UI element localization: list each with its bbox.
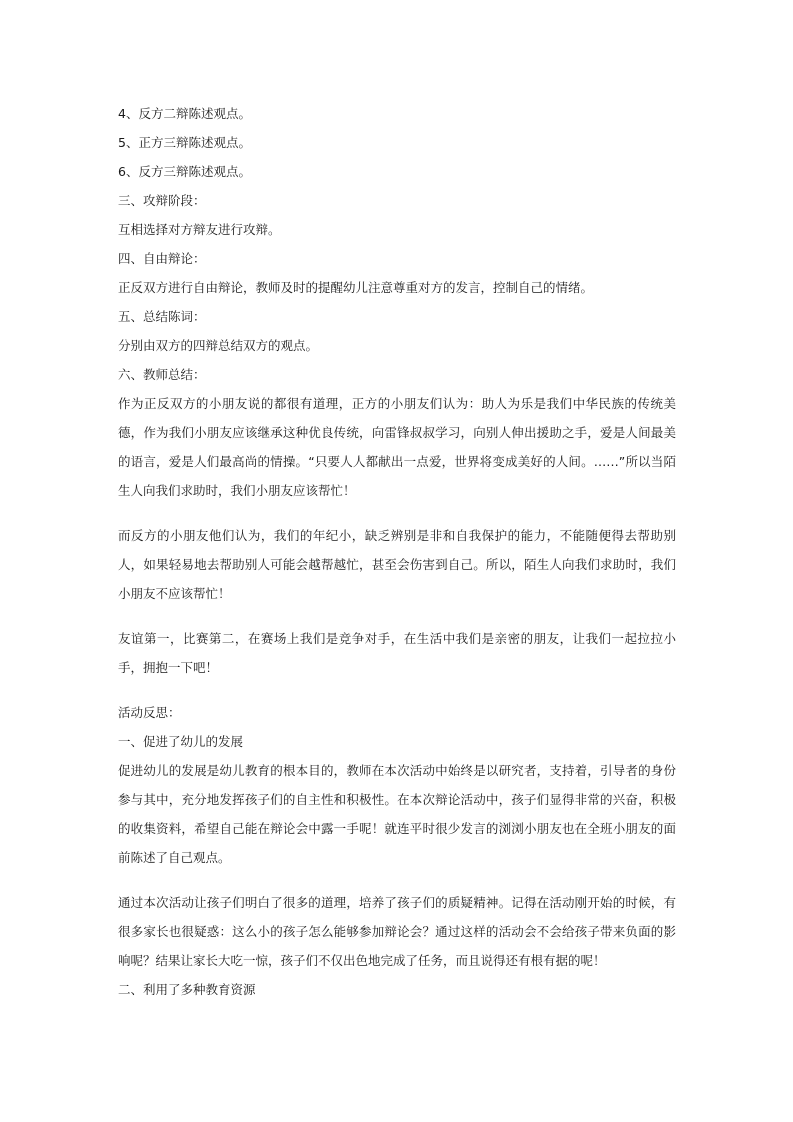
section-heading-cross-examination: 三、攻辩阶段： (118, 193, 206, 208)
free-debate-text: 正反双方进行自由辩论，教师及时的提醒幼儿注意尊重对方的发言，控制自己的情绪。 (118, 280, 594, 295)
debate-step-6: 6、反方三辩陈述观点。 (118, 164, 251, 179)
section-heading-closing: 五、总结陈词： (118, 309, 206, 324)
reflection-paragraph-1: 促进幼儿的发展是幼儿教育的根本目的，教师在本次活动中始终是以研究者，支持着，引导者的身份参与其中，充分地发挥孩子们的自主性和积极性。在本次辩论活动中，孩子们显得非常的兴奋，积极的收集资料，希望自己能在辩论会中露一手呢！就连平时很少发言的浏浏小朋友也在全班小朋友的面前陈述了自己观点。 (118, 763, 676, 865)
section-heading-teacher-summary: 六、教师总结： (118, 367, 206, 382)
opposing-side-paragraph: 而反方的小朋友他们认为，我们的年纪小，缺乏辨别是非和自我保护的能力，不能随便得去帮助别人，如果轻易地去帮助别人可能会越帮越忙，甚至会伤害到自己。所以，陌生人向我们求助时，我们小朋友不应该帮忙！ (118, 528, 676, 601)
reflection-section-one-heading: 一、促进了幼儿的发展 (118, 734, 244, 749)
paragraph-spacer (118, 505, 676, 521)
reflection-section-two-heading: 二、利用了多种教育资源 (118, 982, 256, 997)
document-body (118, 99, 676, 1004)
debate-step-4: 4、反方二辩陈述观点。 (118, 106, 251, 121)
teacher-summary-paragraph: 作为正反双方的小朋友说的都很有道理，正方的小朋友们认为：助人为乐是我们中华民族的传统美德，作为我们小朋友应该继承这种优良传统，向雷锋叔叔学习，向别人伸出援助之手，爱是人间最美的语言，爱是人们最高尚的情操。“只要人人都献出一点爱，世界将变成美好的人间。……”所以当陌生人向我们求助时，我们小朋友应该帮忙！ (118, 396, 676, 498)
paragraph-spacer (118, 608, 676, 624)
debate-step-5: 5、正方三辩陈述观点。 (118, 135, 251, 150)
paragraph-spacer (118, 872, 676, 888)
friendship-paragraph: 友谊第一，比赛第二，在赛场上我们是竞争对手，在生活中我们是亲密的朋友，让我们一起拉拉小手，拥抱一下吧！ (118, 631, 676, 675)
reflection-heading: 活动反思： (118, 705, 181, 720)
paragraph-spacer (118, 682, 676, 698)
closing-text: 分别由双方的四辩总结双方的观点。 (118, 338, 319, 353)
cross-examination-text: 互相选择对方辩友进行攻辩。 (118, 222, 281, 237)
section-heading-free-debate: 四、自由辩论： (118, 251, 206, 266)
reflection-paragraph-2: 通过本次活动让孩子们明白了很多的道理，培养了孩子们的质疑精神。记得在活动刚开始的时候，有很多家长也很疑惑：这么小的孩子怎么能够参加辩论会？通过这样的活动会不会给孩子带来负面的影响呢？结果让家长大吃一惊，孩子们不仅出色地完成了任务，而且说得还有根有据的呢！ (118, 895, 676, 968)
